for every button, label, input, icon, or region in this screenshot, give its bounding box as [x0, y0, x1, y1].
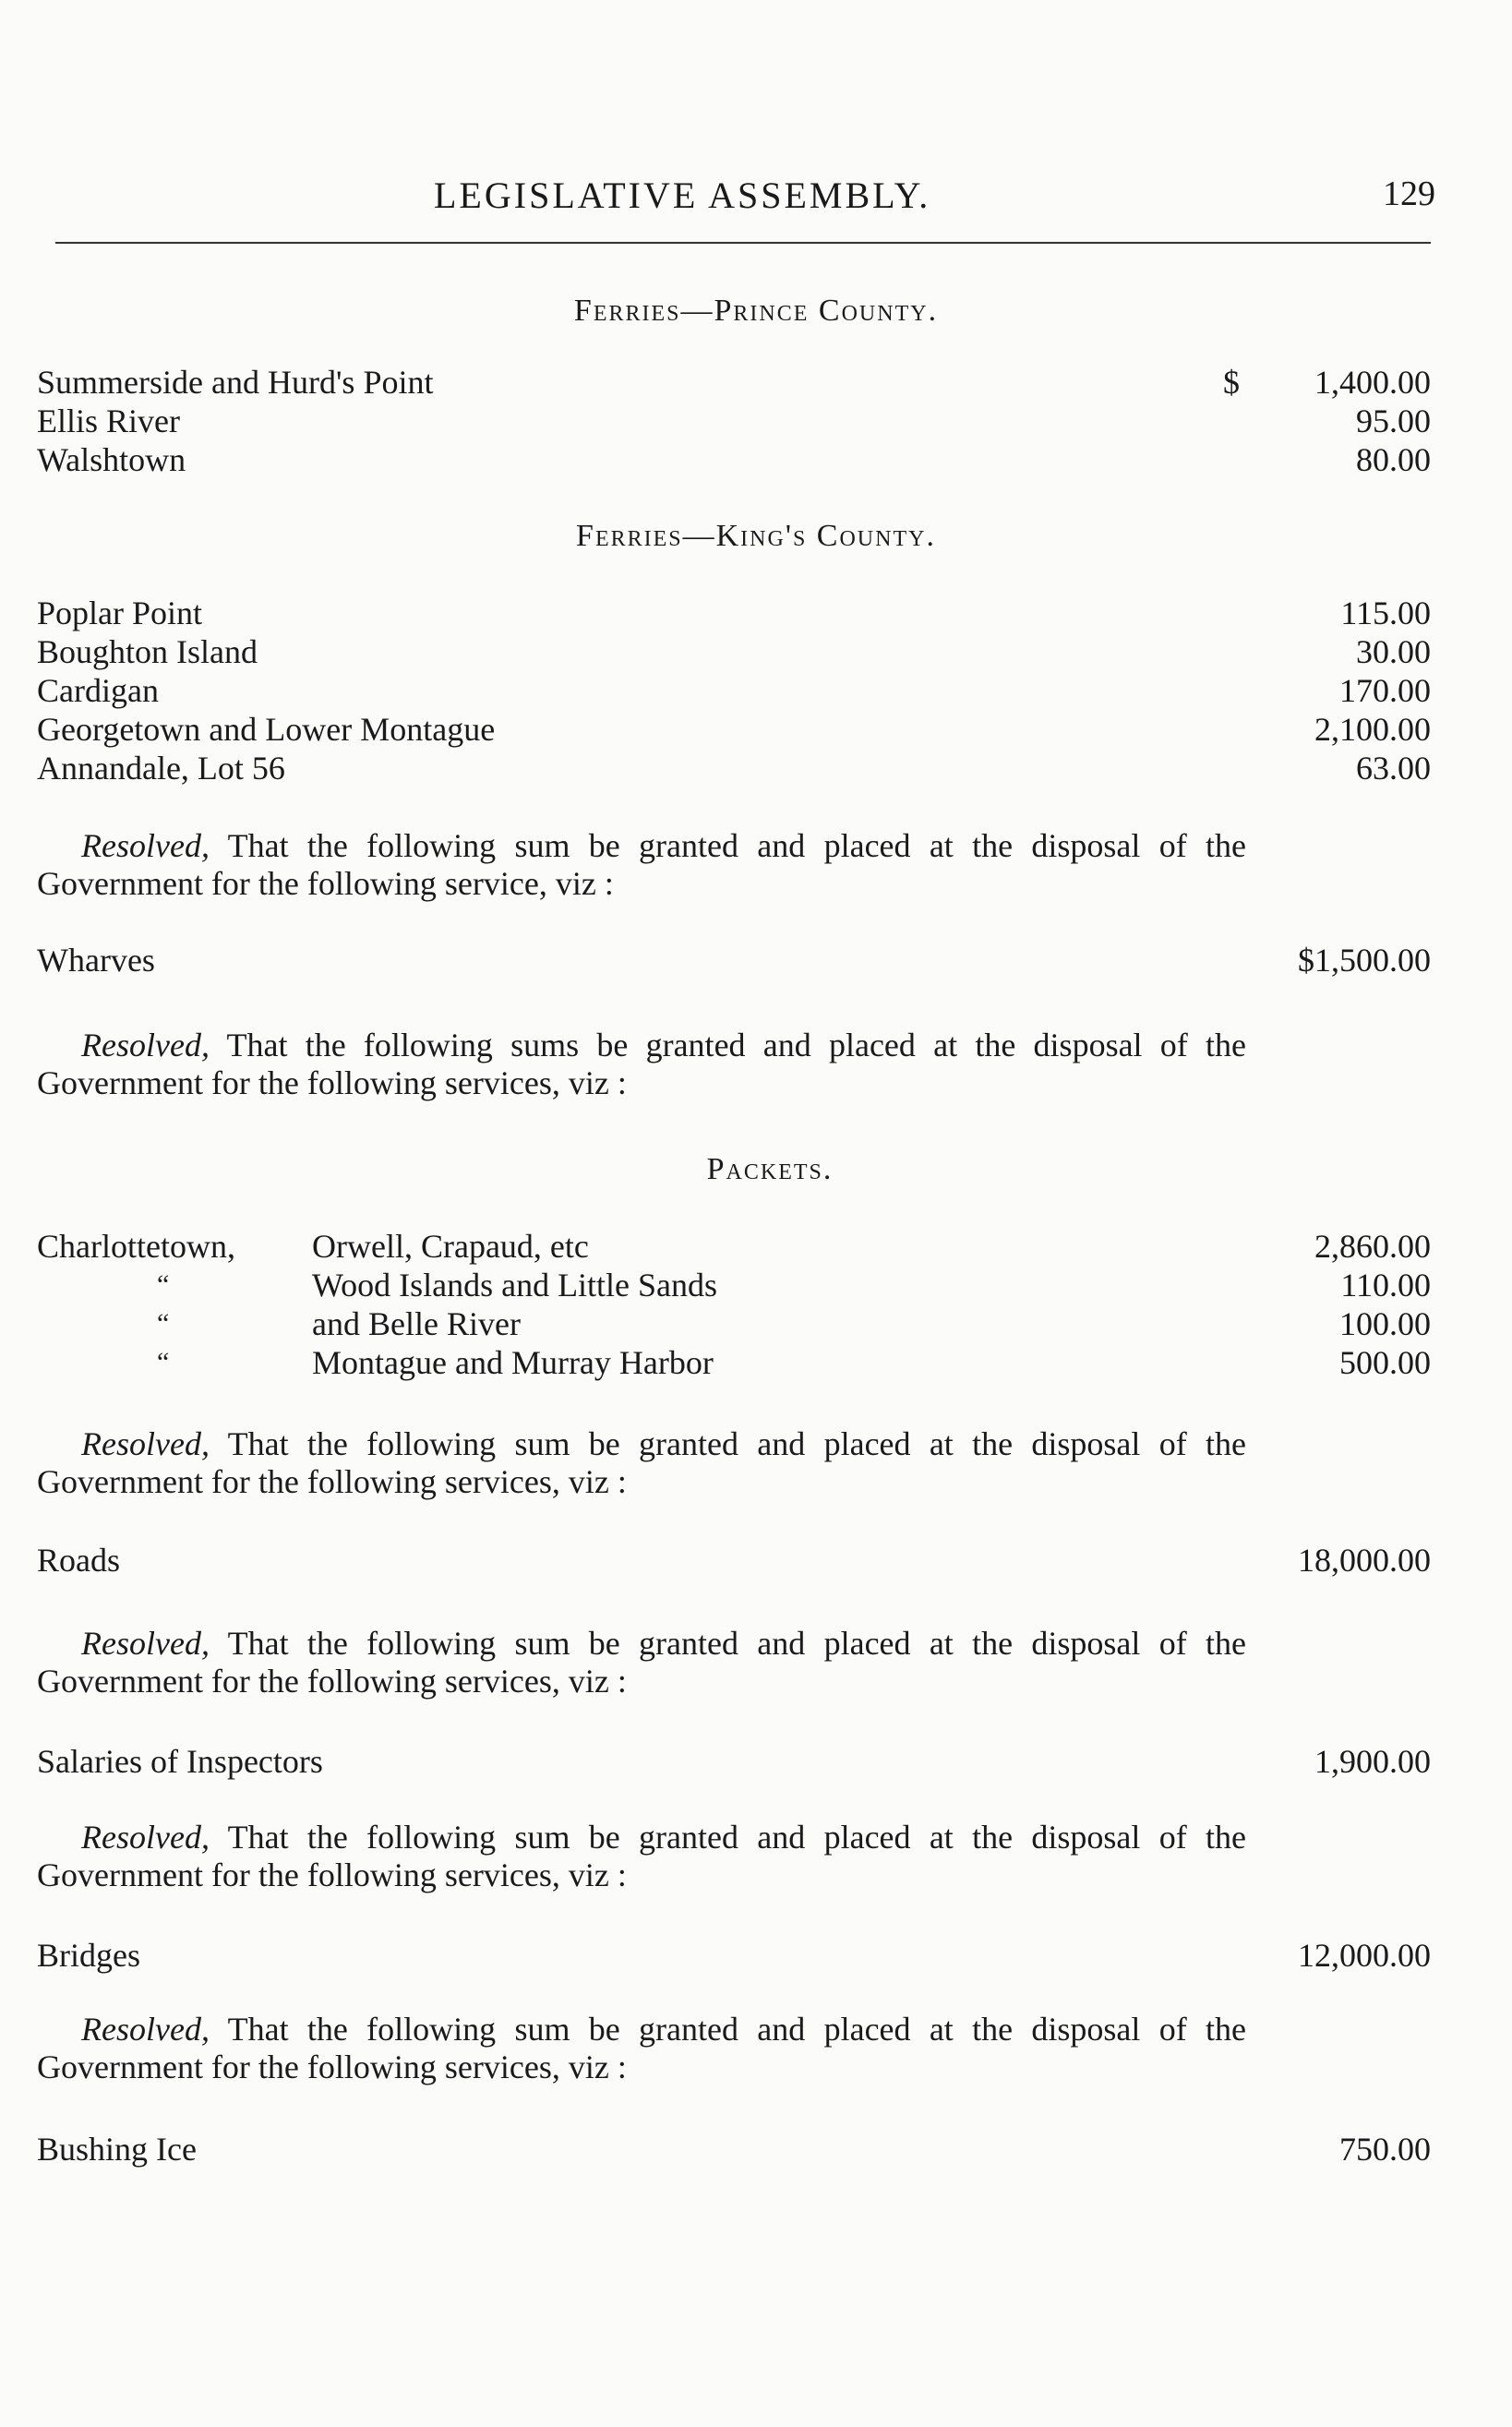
ledger-row [37, 1935, 1431, 1976]
section-heading-ferries-kings: Ferries—King's County. [576, 519, 936, 553]
row-amount: 2,860.00 [1314, 1228, 1431, 1265]
section-heading-ferries-prince: Ferries—Prince County. [573, 294, 939, 328]
row-label: Georgetown and Lower Montague [37, 711, 496, 748]
ledger-row [37, 2129, 1431, 2169]
row-amount: 750.00 [1339, 2131, 1431, 2168]
ledger-row [37, 362, 1431, 402]
resolution-text: That the following sum be granted and placed at the disposal of the Government for the following service, viz : [37, 827, 1246, 902]
section-heading-packets: Packets. [706, 1152, 834, 1186]
resolved-word: Resolved, [81, 1625, 210, 1662]
packet-route: Orwell, Crapaud, etc [312, 1228, 589, 1265]
row-amount: 80.00 [1356, 441, 1431, 478]
resolved-word: Resolved, [81, 827, 210, 864]
row-amount: 18,000.00 [1298, 1542, 1431, 1579]
row-amount: 100.00 [1339, 1305, 1431, 1342]
ledger-row [37, 709, 1431, 750]
row-label: Salaries of Inspectors [37, 1743, 323, 1780]
resolved-word: Resolved, [81, 2011, 210, 2048]
ledger-row [37, 940, 1431, 980]
ditto-mark: “ [157, 1347, 170, 1377]
page-number: 129 [1383, 174, 1435, 213]
resolution-paragraph [37, 1625, 1246, 1700]
row-amount: 30.00 [1356, 633, 1431, 670]
packet-row [37, 1265, 1431, 1305]
packet-origin: Charlottetown, [37, 1228, 235, 1265]
row-amount: $1,500.00 [1298, 942, 1431, 979]
row-amount: 170.00 [1339, 672, 1431, 709]
packet-row [37, 1304, 1431, 1344]
resolution-text: That the following sum be granted and placed at the disposal of the Government for the following services, viz : [37, 1425, 1246, 1500]
row-amount: 12,000.00 [1298, 1937, 1431, 1974]
resolution-paragraph [37, 1819, 1246, 1894]
resolved-word: Resolved, [81, 1819, 210, 1856]
row-amount: 95.00 [1356, 402, 1431, 439]
row-label: Summerside and Hurd's Point [37, 364, 434, 401]
row-label: Bushing Ice [37, 2131, 197, 2168]
packet-route: and Belle River [312, 1305, 521, 1342]
row-label: Boughton Island [37, 633, 258, 670]
packet-row [37, 1226, 1431, 1267]
resolution-paragraph [37, 827, 1246, 903]
row-label: Bridges [37, 1937, 140, 1974]
row-amount: 115.00 [1340, 595, 1431, 631]
row-amount: 110.00 [1340, 1267, 1431, 1304]
packet-route: Montague and Murray Harbor [312, 1344, 714, 1381]
ditto-mark: “ [157, 1308, 170, 1339]
ditto-mark: “ [157, 1269, 170, 1300]
row-label: Roads [37, 1542, 120, 1579]
header-divider [55, 242, 1431, 244]
row-label: Annandale, Lot 56 [37, 750, 285, 787]
row-label: Walshtown [37, 441, 186, 478]
resolved-word: Resolved, [81, 1027, 210, 1063]
row-amount: 500.00 [1339, 1344, 1431, 1381]
resolution-text: That the following sums be granted and placed at the disposal of the Government for the following services, viz : [37, 1027, 1246, 1101]
resolution-text: That the following sum be granted and placed at the disposal of the Government for the following services, viz : [37, 1625, 1246, 1700]
ledger-row [37, 748, 1431, 788]
resolved-word: Resolved, [81, 1425, 210, 1462]
row-amount: 1,900.00 [1314, 1743, 1431, 1780]
row-amount: 2,100.00 [1314, 711, 1431, 748]
ledger-row [37, 401, 1431, 441]
currency-symbol: $ [1223, 364, 1240, 401]
ledger-row [37, 1741, 1431, 1782]
resolution-text: That the following sum be granted and placed at the disposal of the Government for the following services, viz : [37, 2011, 1246, 2085]
row-amount: 63.00 [1356, 750, 1431, 787]
ledger-row [37, 631, 1431, 672]
row-label: Wharves [37, 942, 155, 979]
row-amount: 1,400.00 [1314, 364, 1431, 401]
packet-route: Wood Islands and Little Sands [312, 1267, 718, 1304]
resolution-paragraph [37, 1027, 1246, 1102]
packet-row [37, 1342, 1431, 1383]
ledger-row [37, 439, 1431, 480]
row-label: Poplar Point [37, 595, 203, 631]
resolution-paragraph [37, 2011, 1246, 2086]
ledger-row [37, 593, 1431, 633]
ledger-row [37, 670, 1431, 711]
page-header-title: LEGISLATIVE ASSEMBLY. [434, 174, 931, 216]
resolution-paragraph [37, 1425, 1246, 1501]
resolution-text: That the following sum be granted and placed at the disposal of the Government for the following services, viz : [37, 1819, 1246, 1893]
ledger-row [37, 1540, 1431, 1580]
row-label: Ellis River [37, 402, 180, 439]
row-label: Cardigan [37, 672, 159, 709]
